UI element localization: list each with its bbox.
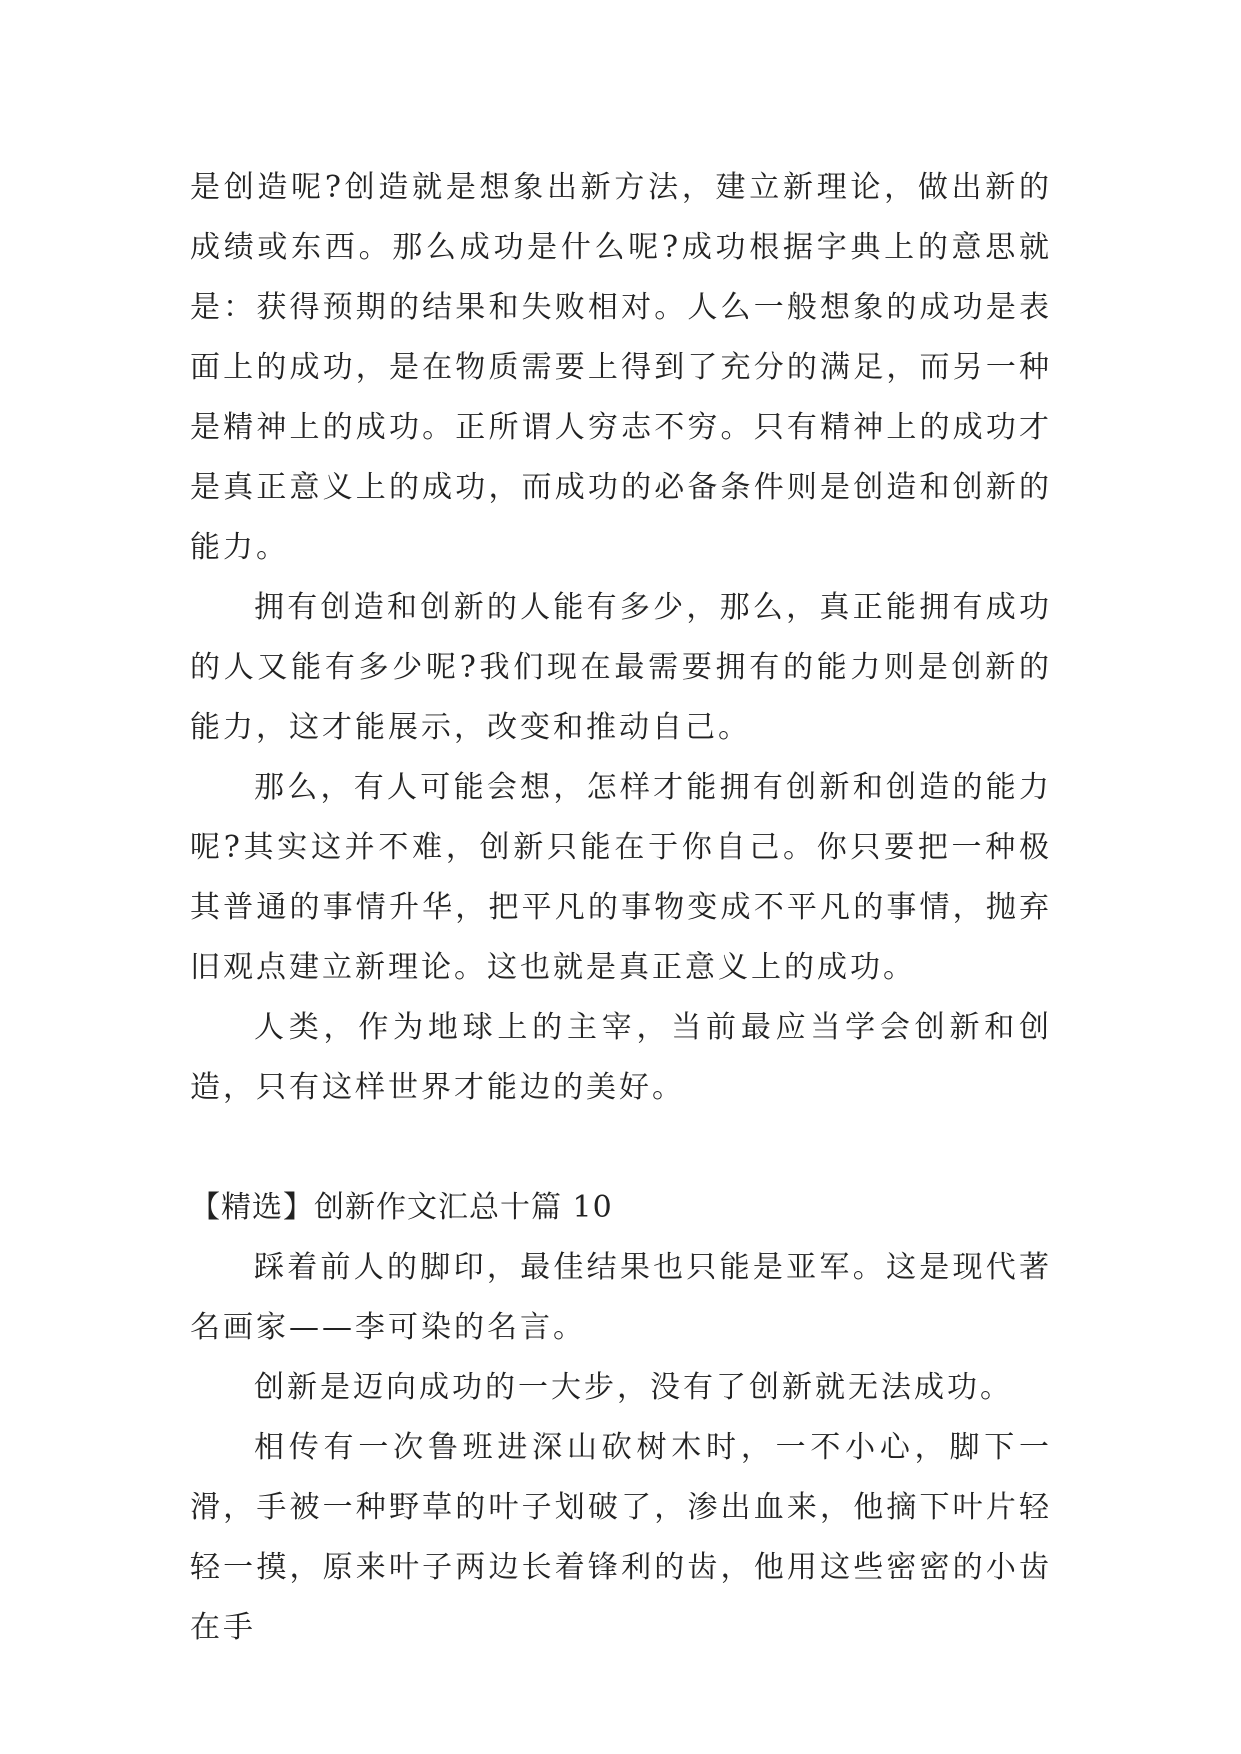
paragraph: 相传有一次鲁班进深山砍树木时，一不小心，脚下一滑，手被一种野草的叶子划破了，渗出血来，他摘下叶片轻轻一摸，原来叶子两边长着锋利的齿，他用这些密密的小齿在手 (190, 1430, 1052, 1645)
paragraph: 人类，作为地球上的主宰，当前最应当学会创新和创造，只有这样世界才能边的美好。 (190, 1010, 1052, 1105)
paragraph: 踩着前人的脚印，最佳结果也只能是亚军。这是现代著名画家——李可染的名言。 (190, 1250, 1052, 1345)
paragraph-continued: 是创造呢?创造就是想象出新方法，建立新理论，做出新的成绩或东西。那么成功是什么呢?成功根据字典上的意思就是：获得预期的结果和失败相对。人么一般想象的成功是表面上的成功，是在物质需要上得到了充分的满足，而另一种是精神上的成功。正所谓人穷志不穷。只有精神上的成功才是真正意义上的成功，而成功的必备条件则是创造和创新的能力。 (190, 170, 1052, 565)
paragraph: 那么，有人可能会想，怎样才能拥有创新和创造的能力呢?其实这并不难，创新只能在于你自己。你只要把一种极其普通的事情升华，把平凡的事物变成不平凡的事情，抛弃旧观点建立新理论。这也就是真正意义上的成功。 (190, 770, 1052, 985)
section-heading: 【精选】创新作文汇总十篇 10 (190, 1190, 613, 1225)
paragraph: 创新是迈向成功的一大步，没有了创新就无法成功。 (254, 1370, 1013, 1405)
paragraph: 拥有创造和创新的人能有多少，那么，真正能拥有成功的人又能有多少呢?我们现在最需要拥有的能力则是创新的能力，这才能展示，改变和推动自己。 (190, 590, 1052, 745)
document-body (190, 158, 1052, 1658)
